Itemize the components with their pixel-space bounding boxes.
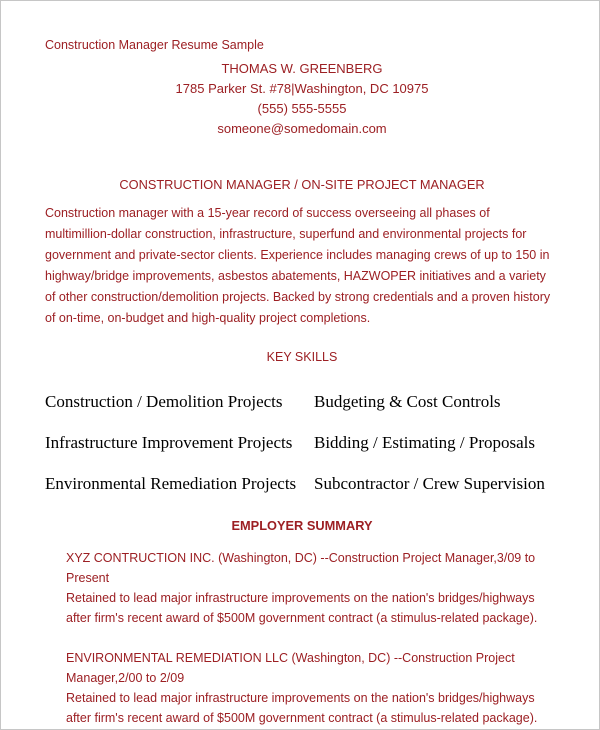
address-line: 1785 Parker St. #78|Washington, DC 10975 — [175, 81, 429, 96]
email-line: someone@somedomain.com — [217, 121, 387, 136]
candidate-name: THOMAS W. GREENBERG — [221, 61, 383, 76]
skill-item: Bidding / Estimating / Proposals — [314, 433, 536, 452]
skills-row — [45, 473, 559, 495]
role-heading: CONSTRUCTION MANAGER / ON-SITE PROJECT MANAGER — [119, 177, 485, 192]
key-skills-table — [45, 391, 559, 495]
employer-title-line: XYZ CONTRUCTION INC. (Washington, DC) --Construction Project Manager,3/09 to Present — [66, 551, 536, 585]
phone-line: (555) 555-5555 — [257, 101, 347, 116]
skill-item: Environmental Remediation Projects — [45, 474, 297, 493]
document-title: Construction Manager Resume Sample — [45, 38, 264, 52]
employer-description: Retained to lead major infrastructure improvements on the nation's bridges/highways after firm's recent award of $500M government contract (a stimulus-related package). — [66, 591, 538, 625]
skill-item: Subcontractor / Crew Supervision — [314, 474, 545, 493]
skills-row — [45, 432, 559, 454]
employer-title-line: ENVIRONMENTAL REMEDIATION LLC (Washington, DC) --Construction Project Manager,2/00 to 2/09 — [66, 651, 515, 685]
professional-summary: Construction manager with a 15-year record of success overseeing all phases of multimillion-dollar construction, infrastructure, superfund and environmental projects for government and private-sector clients. Experience includes managing crews of up to 150 in highway/bridge improvements, asbestos abatements, HAZWOPER initiatives and a variety of other construction/demolition projects. Backed by strong credentials and a proven history of on-time, on-budget and high-quality project completions. — [45, 206, 551, 325]
skill-item: Infrastructure Improvement Projects — [45, 433, 293, 452]
skill-item: Budgeting & Cost Controls — [314, 392, 501, 411]
skills-row — [45, 391, 559, 413]
skill-item: Construction / Demolition Projects — [45, 392, 283, 411]
resume-page — [1, 1, 599, 729]
employer-summary-heading: EMPLOYER SUMMARY — [231, 518, 373, 533]
contact-header — [45, 59, 559, 139]
employer-description: Retained to lead major infrastructure improvements on the nation's bridges/highways after firm's recent award of $500M government contract (a stimulus-related package). — [66, 691, 538, 725]
employer-entry — [66, 548, 547, 628]
employer-entry — [66, 648, 547, 728]
key-skills-heading: KEY SKILLS — [266, 350, 338, 364]
